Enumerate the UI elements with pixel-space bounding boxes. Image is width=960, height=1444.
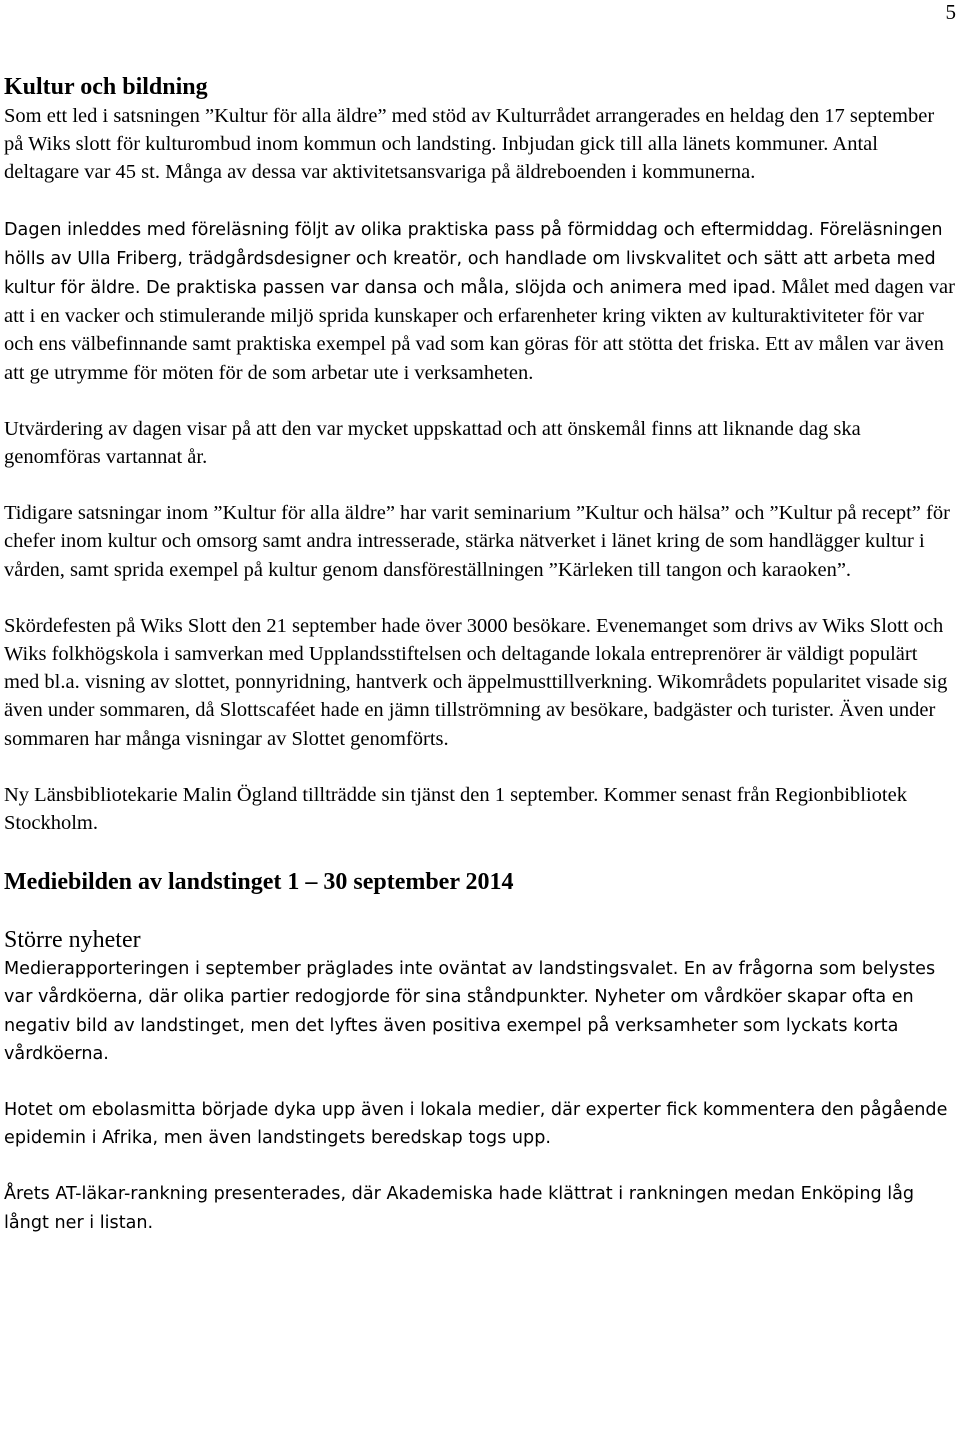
media-paragraph-3: Årets AT-läkar-rankning presenterades, där Akademiska hade klättrat i rankningen medan Enköping låg långt ner i listan. <box>4 1184 915 1233</box>
media-paragraph-2: Hotet om ebolasmitta började dyka upp även i lokala medier, där experter fick kommentera den pågående epidemin i Afrika, men även landstingets beredskap togs upp. <box>4 1100 948 1149</box>
media-paragraph-1: Medierapporteringen i september präglades inte oväntat av landstingsvalet. En av frågorna som belystes var vårdköerna, där olika partier redogjorde för sina ståndpunkter. Nyheter om vårdköer skapar ofta en negativ bild av landstinget, men det lyftes även positiva exempel på verksamheter som lyckats korta vårdköerna. <box>4 959 936 1064</box>
kultur-paragraph-6: Ny Länsbibliotekarie Malin Ögland tillträdde sin tjänst den 1 september. Kommer senast från Regionbibliotek Stockholm. <box>4 783 907 835</box>
kultur-paragraph-3: Utvärdering av dagen visar på att den var mycket uppskattad och att önskemål finns att liknande dag ska genomföras vartannat år. <box>4 417 861 469</box>
document-body <box>4 72 956 1237</box>
subheading-storre-nyheter: Större nyheter <box>4 927 141 954</box>
page-number: 5 <box>945 0 956 24</box>
kultur-paragraph-2-sans: Dagen inleddes med föreläsning följt av olika praktiska pass på förmiddag och eftermiddag. Föreläsningen hölls av Ulla Friberg, trädgårdsdesigner och kreatör, och handlade om livskvalitet och sätt att arbeta med kultur för äldre. De praktiska passen var dansa och måla, slöjda och animera med ipad. <box>4 219 943 299</box>
kultur-paragraph-5: Skördefesten på Wiks Slott den 21 september hade över 3000 besökare. Evenemanget som drivs av Wiks Slott och Wiks folkhögskola i samverkan med Upplandsstiftelsen och deltagande lokala entreprenörer är väldigt populärt med bl.a. visning av slottet, ponnyridning, hantverk och äppelmusttillverkning. Wikområdets popularitet visade sig även under sommaren, då Slottscaféet hade en jämn tillströmning av besökare, badgäster och turister. Även under sommaren har många visningar av Slottet genomförts. <box>4 614 948 750</box>
kultur-paragraph-2 <box>4 215 956 387</box>
kultur-paragraph-4: Tidigare satsningar inom ”Kultur för alla äldre” har varit seminarium ”Kultur och hälsa” och ”Kultur på recept” för chefer inom kultur och omsorg samt andra intresserade, stärka nätverket i länet kring de som handlägger kultur i vården, samt sprida exempel på kultur genom dansföreställningen ”Kärleken till tangon och karaoken”. <box>4 502 950 581</box>
kultur-paragraph-2-serif: Målet med dagen var att i en vacker och stimulerande miljö sprida kunskaper och erfarenheter kring vikten av kulturaktiviteter för var och ens välbefinnande samt praktiska exempel på vad som kan göras för att stötta det friska. Ett av målen var även att ge utrymme för möten för de som arbetar ute i verksamheten. <box>4 276 955 384</box>
kultur-paragraph-1: Som ett led i satsningen ”Kultur för alla äldre” med stöd av Kulturrådet arrangerades en heldag den 17 september på Wiks slott för kulturombud inom kommun och landsting. Inbjudan gick till alla länets kommuner. Antal deltagare var 45 st. Många av dessa var aktivitetsansvariga på äldreboenden i kommunerna. <box>4 105 935 184</box>
section-heading-mediebilden: Mediebilden av landstinget 1 – 30 september 2014 <box>4 869 514 896</box>
section-heading-kultur: Kultur och bildning <box>4 74 208 100</box>
